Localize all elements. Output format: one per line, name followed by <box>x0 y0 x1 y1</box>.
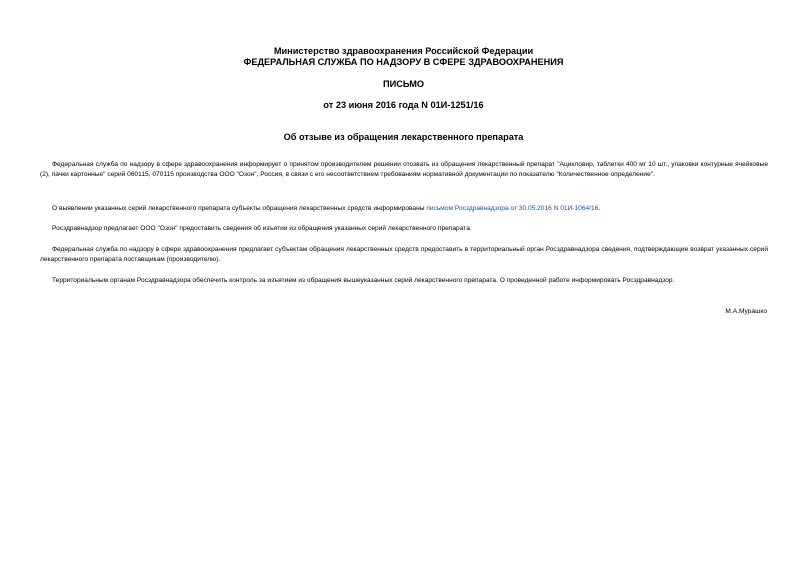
paragraph-subjects-request: Федеральная служба по надзору в сфере здравоохранения предлагает субъектам обращения лекарственных средств предоставить в территориальный орган Росздравнадзора сведения, подтверждающие возврат указанных серий лекарственного препарата поставщикам (производителю). <box>40 246 768 263</box>
document-subject: Об отзыве из обращения лекарственного препарата <box>283 132 524 142</box>
paragraph-informed-text: О выявлении указанных серий лекарственного препарата субъекты обращения лекарственных средств информированы <box>52 205 427 212</box>
paragraph-informed <box>40 204 768 214</box>
signature-name: М.А.Мурашко <box>725 308 767 315</box>
paragraph-informed-end: . <box>598 205 601 212</box>
paragraph-recall-notice: Федеральная служба по надзору в сфере здравоохранения информирует о принятом производителем решении отозвать из обращения лекарственный препарат "Ацикловир, таблетки 400 мг 10 шт., упаковки контурные ячейковые (2), пачки картонные" серий 060115, 070115 производства ООО "Озон", Россия, в связи с его несоответствием требованиям нормативной документации по показателю "Количественное определение". <box>40 161 768 178</box>
paragraph-ozon-request: Росздравнадзор предлагает ООО "Озон" предоставить сведения об изъятии из обращения указанных серий лекарственного препарата. <box>52 225 472 232</box>
paragraph-territorial-control: Территориальным органам Росздравнадзора обеспечить контроль за изъятием из обращения вышеуказанных серий лекарственного препарата. О проведенной работе информировать Росздравнадзор. <box>52 277 675 284</box>
document-kind: ПИСЬМО <box>382 79 425 89</box>
letter-reference-link[interactable]: письмом Росздравнадзора от 30.05.2016 N 01И-1064/16 <box>426 205 599 212</box>
document-date-number: от 23 июня 2016 года N 01И-1251/16 <box>323 100 484 110</box>
ministry-name: Министерство здравоохранения Российской Федерации <box>273 46 534 56</box>
service-name: ФЕДЕРАЛЬНАЯ СЛУЖБА ПО НАДЗОРУ В СФЕРЕ ЗДРАВООХРАНЕНИЯ <box>243 57 564 67</box>
